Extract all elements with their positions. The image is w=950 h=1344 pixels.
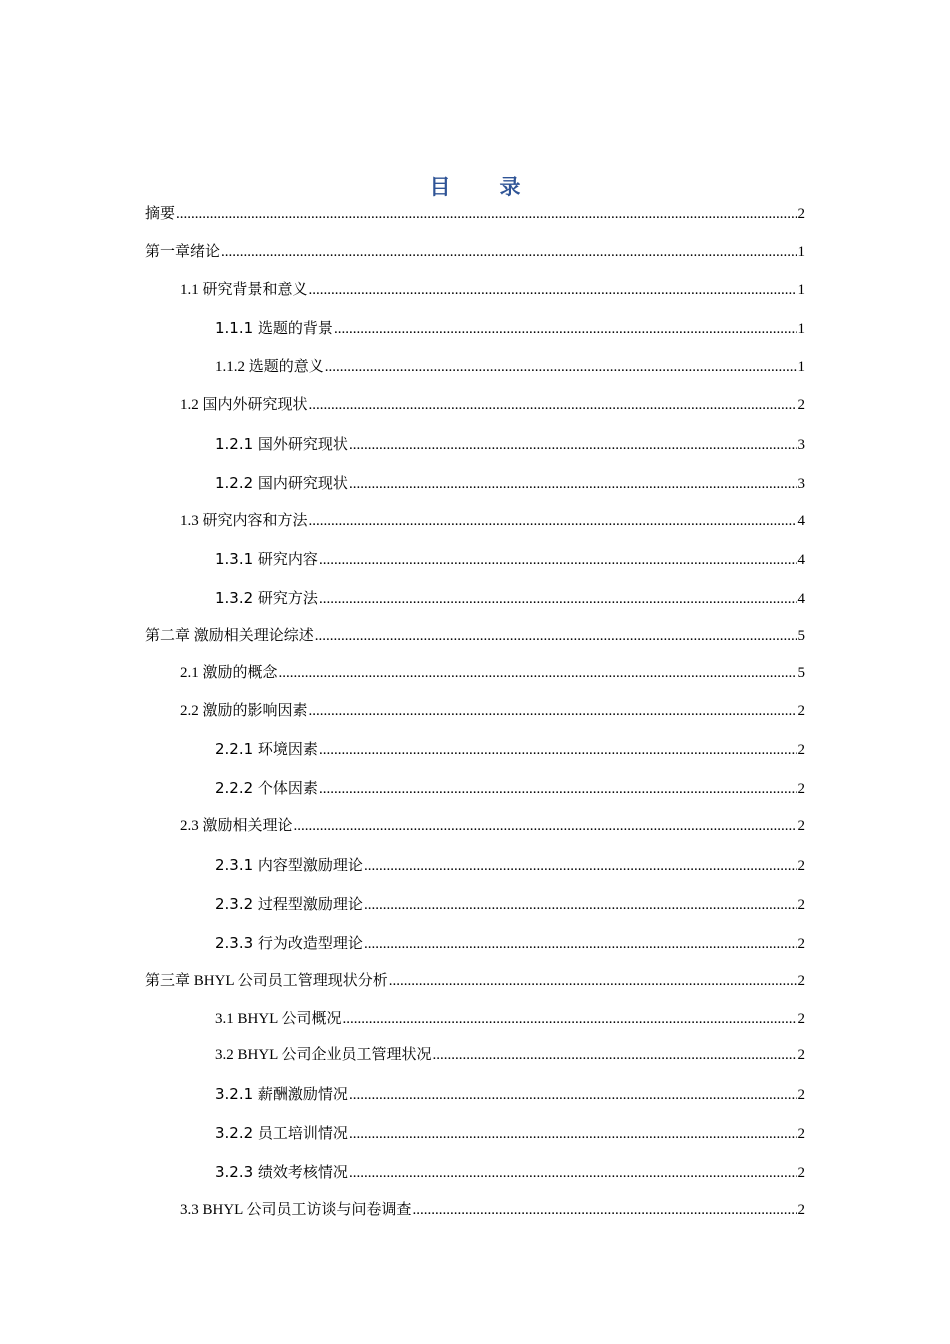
toc-entry-title: 1.2.1 国外研究现状 xyxy=(215,435,348,453)
toc-entry-page-number: 2 xyxy=(797,897,805,913)
toc-entry-title: 3.2.1 薪酬激励情况 xyxy=(215,1085,348,1103)
toc-entry-page-number: 2 xyxy=(797,1202,805,1218)
toc-entry-title: 2.3.1 内容型激励理论 xyxy=(215,856,363,874)
toc-entry[interactable] xyxy=(180,393,805,417)
toc-entry-title: 1.2 国内外研究现状 xyxy=(180,397,308,413)
dot-leader xyxy=(334,317,797,341)
toc-entry-title: 1.1.1 选题的背景 xyxy=(215,319,333,337)
toc-entry-page-number: 3 xyxy=(797,437,805,453)
toc-entry-page-number: 2 xyxy=(797,742,805,758)
toc-entry-title: 2.2.2 个体因素 xyxy=(215,779,318,797)
toc-entry-page-number: 1 xyxy=(797,359,805,375)
toc-entry[interactable] xyxy=(215,892,805,916)
toc-entry[interactable] xyxy=(180,699,805,723)
dot-leader xyxy=(309,509,797,533)
toc-entry[interactable] xyxy=(215,586,805,610)
toc-entry[interactable] xyxy=(145,202,805,226)
toc-entry-page-number: 2 xyxy=(797,1087,805,1103)
toc-entry-page-number: 2 xyxy=(797,973,805,989)
dot-leader xyxy=(364,893,797,917)
toc-entry[interactable] xyxy=(180,509,805,533)
toc-entry-page-number: 2 xyxy=(797,781,805,797)
toc-entry-title: 1.3.2 研究方法 xyxy=(215,589,318,607)
toc-entry-title: 1.1.2 选题的意义 xyxy=(215,359,324,375)
toc-entry-page-number: 2 xyxy=(797,1011,805,1027)
toc-entry-title: 摘要 xyxy=(145,206,176,222)
toc-entry[interactable] xyxy=(180,278,805,302)
toc-entry-page-number: 2 xyxy=(797,936,805,952)
dot-leader xyxy=(309,699,797,723)
toc-entry[interactable] xyxy=(180,814,805,838)
dot-leader xyxy=(319,738,797,762)
dot-leader xyxy=(319,587,797,611)
toc-entry-page-number: 1 xyxy=(797,321,805,337)
toc-entry[interactable] xyxy=(145,969,805,993)
dot-leader xyxy=(309,393,797,417)
toc-entry-page-number: 2 xyxy=(797,397,805,413)
dot-leader xyxy=(433,1043,797,1067)
toc-entry[interactable] xyxy=(215,547,805,571)
dot-leader xyxy=(389,969,797,993)
toc-entry[interactable] xyxy=(180,661,805,685)
toc-title: 目 录 xyxy=(429,175,535,199)
toc-entry-title: 2.3 激励相关理论 xyxy=(180,818,293,834)
toc-entry[interactable] xyxy=(215,432,805,456)
toc-entry-page-number: 2 xyxy=(797,818,805,834)
toc-entry-title: 第二章 激励相关理论综述 xyxy=(145,628,314,644)
toc-entry[interactable] xyxy=(215,316,805,340)
toc-entry-title: 2.1 激励的概念 xyxy=(180,665,278,681)
dot-leader xyxy=(413,1198,797,1222)
toc-entry[interactable] xyxy=(145,240,805,264)
toc-entry-title: 3.2.2 员工培训情况 xyxy=(215,1124,348,1142)
toc-entry[interactable] xyxy=(215,853,805,877)
dot-leader xyxy=(364,932,797,956)
toc-entry[interactable] xyxy=(215,1082,805,1106)
toc-entry-page-number: 2 xyxy=(797,858,805,874)
toc-entry-title: 3.2 BHYL 公司企业员工管理状况 xyxy=(215,1047,432,1063)
dot-leader xyxy=(349,1083,797,1107)
toc-entry-page-number: 2 xyxy=(797,1126,805,1142)
toc-entry-title: 1.3.1 研究内容 xyxy=(215,550,318,568)
toc-entry-page-number: 1 xyxy=(797,282,805,298)
toc-entry-page-number: 5 xyxy=(797,665,805,681)
toc-entry[interactable] xyxy=(215,1007,805,1031)
toc-entry-title: 1.3 研究内容和方法 xyxy=(180,513,308,529)
dot-leader xyxy=(349,1122,797,1146)
toc-entry[interactable] xyxy=(215,355,805,379)
toc-entry-page-number: 4 xyxy=(797,591,805,607)
toc-entry[interactable] xyxy=(215,1043,805,1067)
toc-entry-page-number: 2 xyxy=(797,206,805,222)
dot-leader xyxy=(364,854,797,878)
toc-entry-title: 2.3.2 过程型激励理论 xyxy=(215,895,363,913)
toc-entry-title: 3.1 BHYL 公司概况 xyxy=(215,1011,342,1027)
toc-entry-page-number: 2 xyxy=(797,703,805,719)
toc-entry-title: 2.3.3 行为改造型理论 xyxy=(215,934,363,952)
dot-leader xyxy=(309,278,797,302)
toc-entry-title: 第一章绪论 xyxy=(145,244,221,260)
toc-entry[interactable] xyxy=(215,1121,805,1145)
dot-leader xyxy=(349,1161,797,1185)
dot-leader xyxy=(176,202,796,226)
toc-entry-page-number: 2 xyxy=(797,1165,805,1181)
toc-entry[interactable] xyxy=(180,1198,805,1222)
dot-leader xyxy=(221,240,796,264)
toc-entry[interactable] xyxy=(215,776,805,800)
dot-leader xyxy=(325,355,797,379)
toc-entry-page-number: 1 xyxy=(797,244,805,260)
dot-leader xyxy=(343,1007,797,1031)
toc-entry[interactable] xyxy=(215,471,805,495)
toc-entry-title: 2.2 激励的影响因素 xyxy=(180,703,308,719)
toc-entry[interactable] xyxy=(145,624,805,648)
toc-entry[interactable] xyxy=(215,1160,805,1184)
dot-leader xyxy=(315,624,797,648)
dot-leader xyxy=(319,548,797,572)
toc-entry-page-number: 2 xyxy=(797,1047,805,1063)
toc-entry-title: 第三章 BHYL 公司员工管理现状分析 xyxy=(145,973,388,989)
toc-entry-page-number: 5 xyxy=(797,628,805,644)
toc-entry-page-number: 4 xyxy=(797,513,805,529)
dot-leader xyxy=(279,661,797,685)
toc-entry-page-number: 4 xyxy=(797,552,805,568)
toc-entry[interactable] xyxy=(215,737,805,761)
toc-entry-title: 2.2.1 环境因素 xyxy=(215,740,318,758)
toc-entry[interactable] xyxy=(215,931,805,955)
toc-entry-title: 1.1 研究背景和意义 xyxy=(180,282,308,298)
toc-entry-title: 1.2.2 国内研究现状 xyxy=(215,474,348,492)
dot-leader xyxy=(349,472,797,496)
dot-leader xyxy=(349,433,797,457)
dot-leader xyxy=(319,777,797,801)
toc-entry-title: 3.3 BHYL 公司员工访谈与问卷调查 xyxy=(180,1202,412,1218)
dot-leader xyxy=(294,814,797,838)
toc-entry-title: 3.2.3 绩效考核情况 xyxy=(215,1163,348,1181)
toc-entry-page-number: 3 xyxy=(797,476,805,492)
